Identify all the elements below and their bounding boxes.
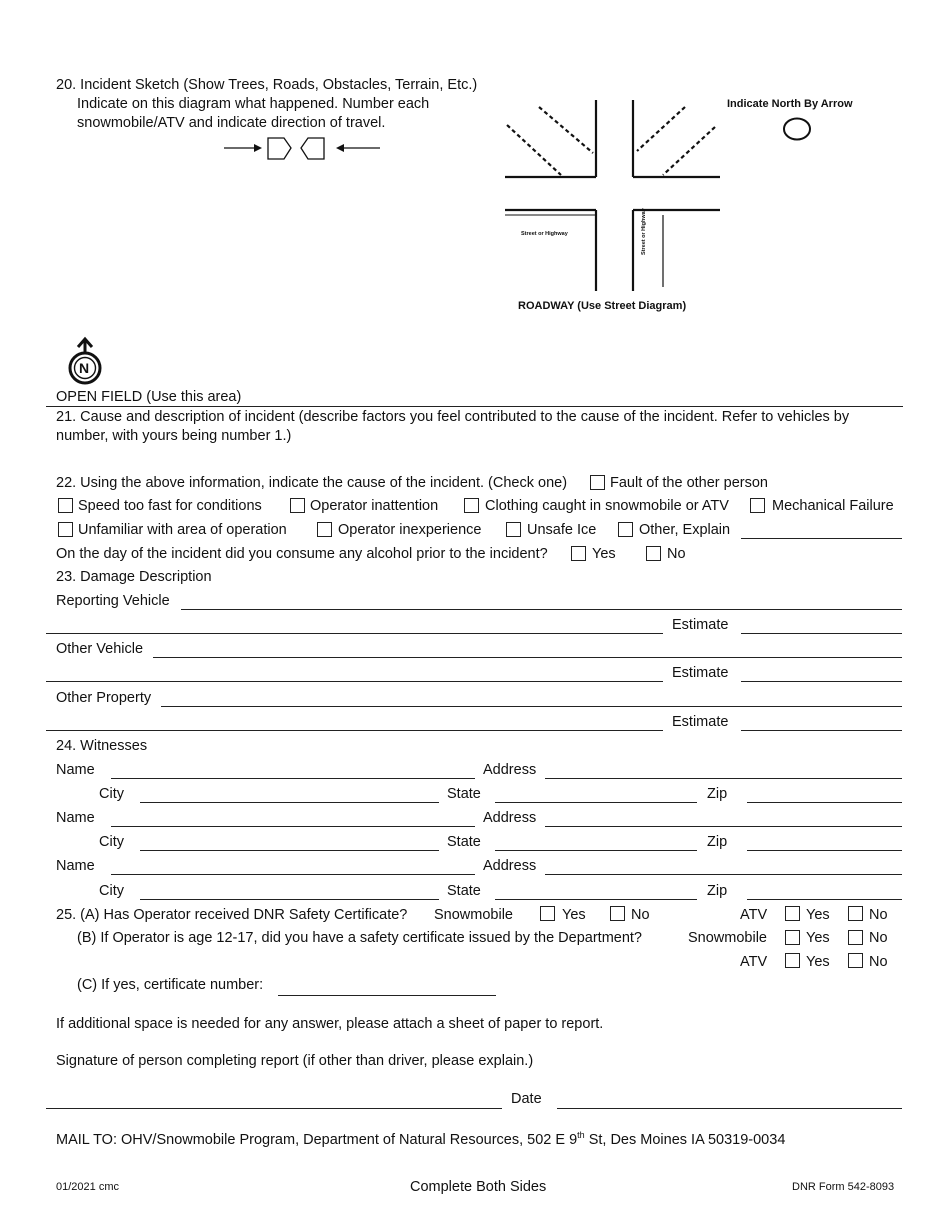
compass-north-icon <box>66 336 106 388</box>
mechanical-failure-checkbox[interactable] <box>750 498 765 513</box>
alcohol-yes-checkbox[interactable] <box>571 546 586 561</box>
north-arrow-circle-icon[interactable] <box>781 116 813 142</box>
witness-1-state-label: State <box>447 786 481 802</box>
witness-1-address-input[interactable] <box>545 762 902 779</box>
cert-a-question: 25. (A) Has Operator received DNR Safety Certificate? <box>56 907 408 923</box>
witness-1-city-label: City <box>99 786 124 802</box>
witness-2-state-label: State <box>447 834 481 850</box>
witness-1-zip-label: Zip <box>707 786 728 802</box>
cert-b-snowmobile-yes-checkbox[interactable] <box>785 930 800 945</box>
witness-3-city-label: City <box>99 883 124 899</box>
speed-label: Speed too fast for conditions <box>78 498 262 514</box>
reporting-vehicle-input-2[interactable] <box>46 617 663 634</box>
date-input[interactable] <box>557 1092 902 1109</box>
alcohol-question: On the day of the incident did you consume any alcohol prior to the incident? <box>56 546 548 562</box>
cert-b-atv-yes-checkbox[interactable] <box>785 953 800 968</box>
alcohol-yes-label: Yes <box>592 546 616 562</box>
witness-1-state-input[interactable] <box>495 786 697 803</box>
witness-3-name-label: Name <box>56 858 95 874</box>
cert-a-snowmobile-no-checkbox[interactable] <box>610 906 625 921</box>
witness-3-zip-label: Zip <box>707 883 728 899</box>
witness-1-city-input[interactable] <box>140 786 439 803</box>
witness-3-city-input[interactable] <box>140 883 439 900</box>
unsafe-ice-label: Unsafe Ice <box>527 522 597 538</box>
alcohol-no-checkbox[interactable] <box>646 546 661 561</box>
cert-b-atv-no-label: No <box>869 954 888 970</box>
other-vehicle-estimate-input[interactable] <box>741 665 902 682</box>
other-explain-checkbox[interactable] <box>618 522 633 537</box>
cert-a-atv-no-label: No <box>869 907 888 923</box>
witness-2-name-label: Name <box>56 810 95 826</box>
cert-a-atv-yes-checkbox[interactable] <box>785 906 800 921</box>
cert-b-atv-no-checkbox[interactable] <box>848 953 863 968</box>
mail-to-text: MAIL TO: OHV/Snowmobile Program, Department of Natural Resources, 502 E 9 <box>56 1131 578 1148</box>
street-label-horizontal: Street or Highway <box>521 231 568 237</box>
alcohol-no-label: No <box>667 546 686 562</box>
signature-input[interactable] <box>46 1092 502 1109</box>
cause-description-line-1: 21. Cause and description of incident (describe factors you feel contributed to the cause of the incident. Refer to vehicles by <box>56 409 850 425</box>
inattention-checkbox[interactable] <box>290 498 305 513</box>
cause-question: 22. Using the above information, indicate the cause of the incident. (Check one) <box>56 475 568 491</box>
roadway-diagram <box>495 95 735 300</box>
cert-a-atv-label: ATV <box>740 907 768 923</box>
cert-a-atv-no-checkbox[interactable] <box>848 906 863 921</box>
mail-to-superscript: th <box>577 1130 585 1140</box>
other-property-estimate-input[interactable] <box>741 714 902 731</box>
form-number: DNR Form 542-8093 <box>792 1181 895 1193</box>
north-arrow-label: Indicate North By Arrow <box>727 98 853 110</box>
mail-to-address <box>56 1130 785 1148</box>
witness-2-city-input[interactable] <box>140 834 439 851</box>
other-vehicle-label: Other Vehicle <box>56 641 144 657</box>
cert-b-snowmobile-label: Snowmobile <box>688 930 767 946</box>
witness-3-state-input[interactable] <box>495 883 697 900</box>
witness-3-name-input[interactable] <box>111 858 475 875</box>
other-property-estimate-label: Estimate <box>672 714 729 730</box>
witnesses-title: 24. Witnesses <box>56 738 148 754</box>
cert-a-atv-yes-label: Yes <box>806 907 830 923</box>
other-vehicle-input[interactable] <box>153 641 902 658</box>
direction-symbols-icon <box>220 136 385 162</box>
inattention-label: Operator inattention <box>310 498 439 514</box>
other-property-input[interactable] <box>161 690 902 707</box>
sketch-instruction-line-2: Indicate on this diagram what happened. Number each <box>77 96 430 112</box>
additional-space-note: If additional space is needed for any answer, please attach a sheet of paper to report. <box>56 1016 604 1032</box>
witness-2-address-label: Address <box>483 810 537 826</box>
cert-a-snowmobile-no-label: No <box>631 907 650 923</box>
witness-2-address-input[interactable] <box>545 810 902 827</box>
cert-b-question: (B) If Operator is age 12-17, did you have a safety certificate issued by the Department? <box>77 930 642 946</box>
cert-c-label: (C) If yes, certificate number: <box>77 977 264 993</box>
inexperience-label: Operator inexperience <box>338 522 482 538</box>
date-label: Date <box>511 1091 542 1107</box>
clothing-label: Clothing caught in snowmobile or ATV <box>485 498 729 514</box>
other-explain-label: Other, Explain <box>639 522 731 538</box>
other-property-input-2[interactable] <box>46 714 663 731</box>
cert-a-snowmobile-yes-checkbox[interactable] <box>540 906 555 921</box>
cert-a-snowmobile-yes-label: Yes <box>562 907 586 923</box>
other-explain-input[interactable] <box>741 522 902 539</box>
clothing-checkbox[interactable] <box>464 498 479 513</box>
cert-a-snowmobile-label: Snowmobile <box>434 907 513 923</box>
witness-2-zip-label: Zip <box>707 834 728 850</box>
cert-b-atv-label: ATV <box>740 954 768 970</box>
cause-description-line-2: number, with yours being number 1.) <box>56 428 292 444</box>
reporting-vehicle-label: Reporting Vehicle <box>56 593 170 609</box>
witness-1-name-input[interactable] <box>111 762 475 779</box>
street-label-vertical: Street or Highway <box>641 208 647 255</box>
certificate-number-input[interactable] <box>278 979 496 996</box>
speed-checkbox[interactable] <box>58 498 73 513</box>
reporting-estimate-label: Estimate <box>672 617 729 633</box>
other-vehicle-input-2[interactable] <box>46 665 663 682</box>
damage-title: 23. Damage Description <box>56 569 212 585</box>
revision-code: 01/2021 cmc <box>56 1181 119 1193</box>
witness-3-address-input[interactable] <box>545 858 902 875</box>
cert-b-snowmobile-no-checkbox[interactable] <box>848 930 863 945</box>
reporting-vehicle-input[interactable] <box>181 593 902 610</box>
sketch-title: 20. Incident Sketch (Show Trees, Roads, Obstacles, Terrain, Etc.) <box>56 77 478 93</box>
witness-2-name-input[interactable] <box>111 810 475 827</box>
reporting-estimate-input[interactable] <box>741 617 902 634</box>
witness-1-address-label: Address <box>483 762 537 778</box>
cert-b-snowmobile-yes-label: Yes <box>806 930 830 946</box>
unsafe-ice-checkbox[interactable] <box>506 522 521 537</box>
signature-label: Signature of person completing report (if other than driver, please explain.) <box>56 1053 534 1069</box>
fault-other-person-label: Fault of the other person <box>610 475 768 491</box>
inexperience-checkbox[interactable] <box>317 522 332 537</box>
sketch-instruction-line-3: snowmobile/ATV and indicate direction of travel. <box>77 115 386 131</box>
cert-b-snowmobile-no-label: No <box>869 930 888 946</box>
section-divider <box>46 406 903 407</box>
mechanical-failure-label: Mechanical Failure <box>772 498 894 514</box>
witness-1-name-label: Name <box>56 762 95 778</box>
cert-b-atv-yes-label: Yes <box>806 954 830 970</box>
witness-3-address-label: Address <box>483 858 537 874</box>
compass-letter: N <box>79 360 90 376</box>
fault-other-person-checkbox[interactable] <box>590 475 605 490</box>
witness-2-city-label: City <box>99 834 124 850</box>
complete-both-sides: Complete Both Sides <box>410 1179 547 1195</box>
open-field-label: OPEN FIELD (Use this area) <box>56 389 242 405</box>
witness-2-state-input[interactable] <box>495 834 697 851</box>
witness-3-state-label: State <box>447 883 481 899</box>
unfamiliar-label: Unfamiliar with area of operation <box>78 522 287 538</box>
witness-2-zip-input[interactable] <box>747 834 902 851</box>
mail-to-text-end: St, Des Moines IA 50319-0034 <box>584 1131 786 1148</box>
other-property-label: Other Property <box>56 690 152 706</box>
roadway-label: ROADWAY (Use Street Diagram) <box>518 300 687 312</box>
witness-1-zip-input[interactable] <box>747 786 902 803</box>
other-vehicle-estimate-label: Estimate <box>672 665 729 681</box>
witness-3-zip-input[interactable] <box>747 883 902 900</box>
unfamiliar-checkbox[interactable] <box>58 522 73 537</box>
